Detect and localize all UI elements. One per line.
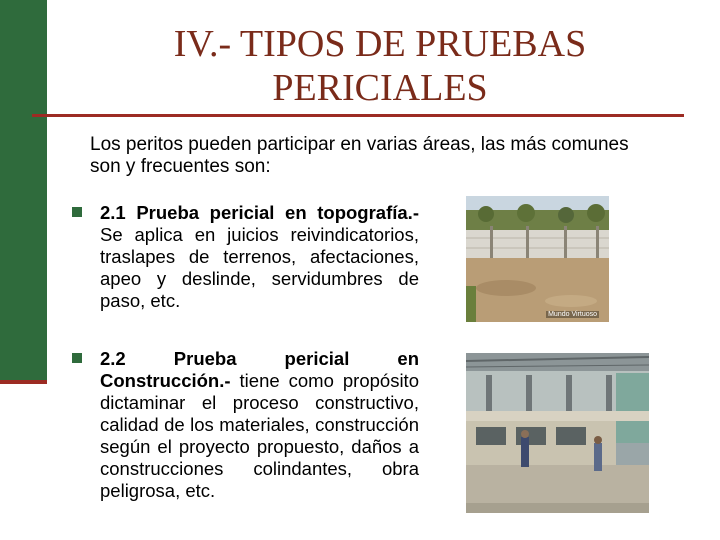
intro-text: Los peritos pueden participar en varias áreas, las más comunes son y frecuentes son:	[90, 134, 629, 177]
item-body: Se aplica en juicios reivindicatorios, traslapes de terrenos, afectaciones, apeo y deslinde, servidumbres de paso, etc.	[100, 224, 419, 311]
item-heading: 2.2 Prueba pericial en Construcción.-	[100, 348, 419, 391]
bullet-square-icon	[72, 207, 82, 217]
item-heading: 2.1 Prueba pericial en topografía.-	[100, 202, 419, 223]
bullet-square-icon	[72, 353, 82, 363]
item-body: tiene como propósito dictaminar el proceso constructivo, calidad de los materiales, construcción según el proyecto propuesto, daños a construcciones colindantes, obra peligrosa, etc.	[100, 370, 419, 501]
list-item-construccion	[100, 348, 419, 502]
topography-photo-graphic	[466, 196, 609, 322]
list-item-topografia	[100, 202, 419, 312]
title-line-1: IV.- TIPOS DE PRUEBAS	[173, 23, 587, 65]
photo-watermark: Mundo Virtuoso	[548, 311, 597, 318]
left-accent-bar-red-tip	[0, 380, 47, 384]
title-line-2: PERICIALES	[272, 67, 488, 109]
topography-site-photo	[466, 196, 609, 322]
title-underline	[32, 114, 684, 117]
construction-photo-graphic	[466, 353, 649, 513]
left-accent-bar	[0, 0, 47, 383]
slide-title	[60, 22, 700, 110]
construction-site-photo	[466, 353, 649, 513]
